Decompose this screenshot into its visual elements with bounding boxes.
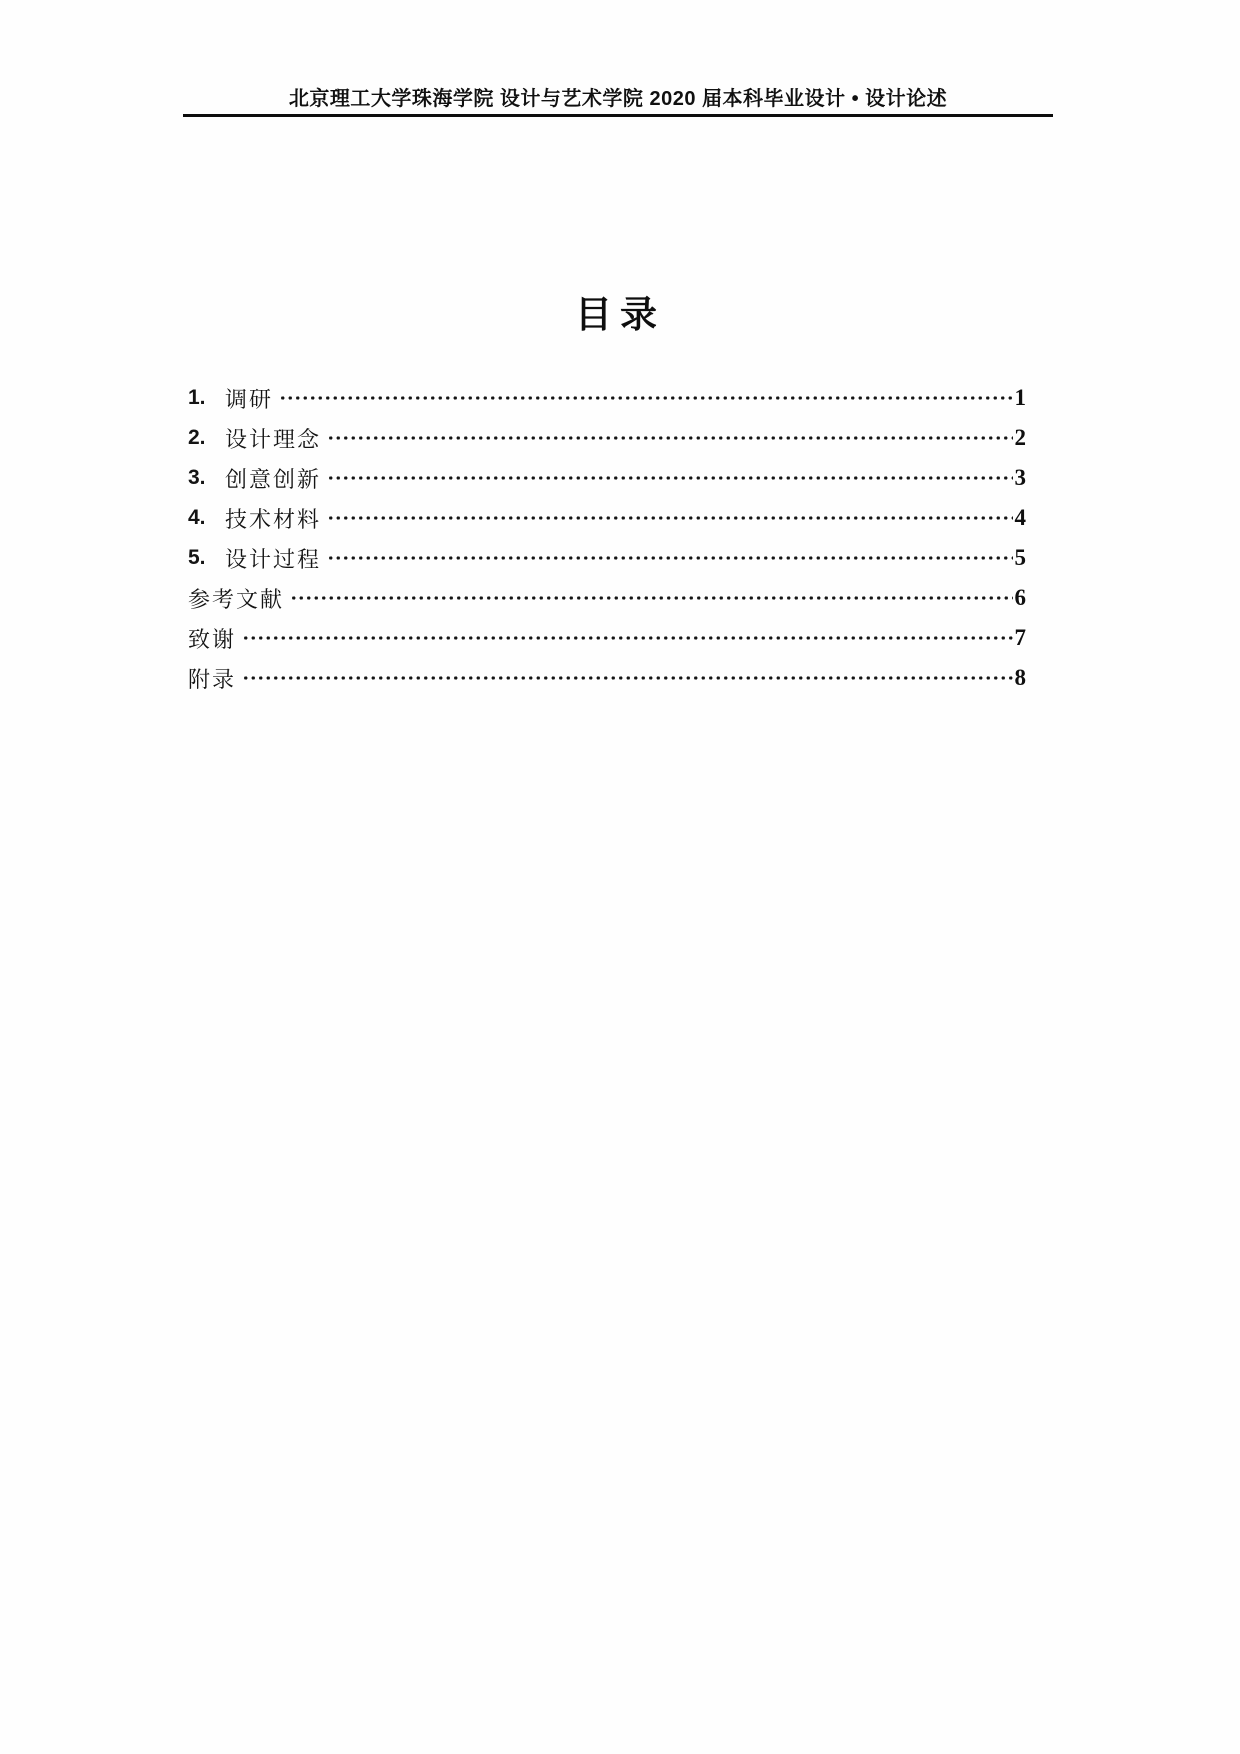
- toc-entry-number: 4.: [188, 506, 206, 529]
- toc-entry: [188, 618, 1026, 658]
- toc-entry: [188, 658, 1026, 698]
- dot-leader: [242, 658, 1012, 698]
- toc-entry-label: 调研: [225, 386, 274, 412]
- toc-entry-page: 5: [1014, 545, 1026, 570]
- dot-leader: [290, 578, 1012, 618]
- toc-entry-label: 设计理念: [225, 426, 322, 452]
- dot-leader: [327, 498, 1012, 538]
- toc-entry: [188, 538, 1026, 578]
- toc-entry-number: 5.: [188, 546, 206, 569]
- toc-entry-label: 附录: [188, 666, 237, 692]
- toc-entry-page: 3: [1014, 465, 1026, 490]
- page-header: 北京理工大学珠海学院 设计与艺术学院 2020 届本科毕业设计 • 设计论述: [288, 88, 948, 110]
- toc-entry: [188, 378, 1026, 418]
- toc-entry-page: 6: [1014, 585, 1026, 610]
- dot-leader: [279, 378, 1012, 418]
- toc-entry-label: 致谢: [188, 626, 237, 652]
- toc-entry-number: 1.: [188, 386, 206, 409]
- toc-entry-number: 2.: [188, 426, 206, 449]
- toc-entry-page: 1: [1014, 385, 1026, 410]
- toc-entry-page: 8: [1014, 665, 1026, 690]
- dot-leader: [327, 418, 1012, 458]
- toc-title: 目录: [575, 294, 665, 335]
- toc-entry-label: 技术材料: [225, 506, 322, 532]
- toc-entry-page: 4: [1014, 505, 1026, 530]
- toc-entry-page: 2: [1014, 425, 1026, 450]
- toc-entry-label: 创意创新: [225, 466, 322, 492]
- toc-entry: [188, 578, 1026, 618]
- toc-entry: [188, 498, 1026, 538]
- dot-leader: [242, 618, 1012, 658]
- toc-list: [188, 378, 1026, 698]
- dot-leader: [327, 458, 1012, 498]
- toc-entry: [188, 458, 1026, 498]
- header-divider: [183, 114, 1053, 117]
- toc-entry-label: 参考文献: [188, 586, 285, 612]
- toc-entry-label: 设计过程: [225, 546, 322, 572]
- toc-entry: [188, 418, 1026, 458]
- toc-entry-page: 7: [1014, 625, 1026, 650]
- toc-entry-number: 3.: [188, 466, 206, 489]
- dot-leader: [327, 538, 1012, 578]
